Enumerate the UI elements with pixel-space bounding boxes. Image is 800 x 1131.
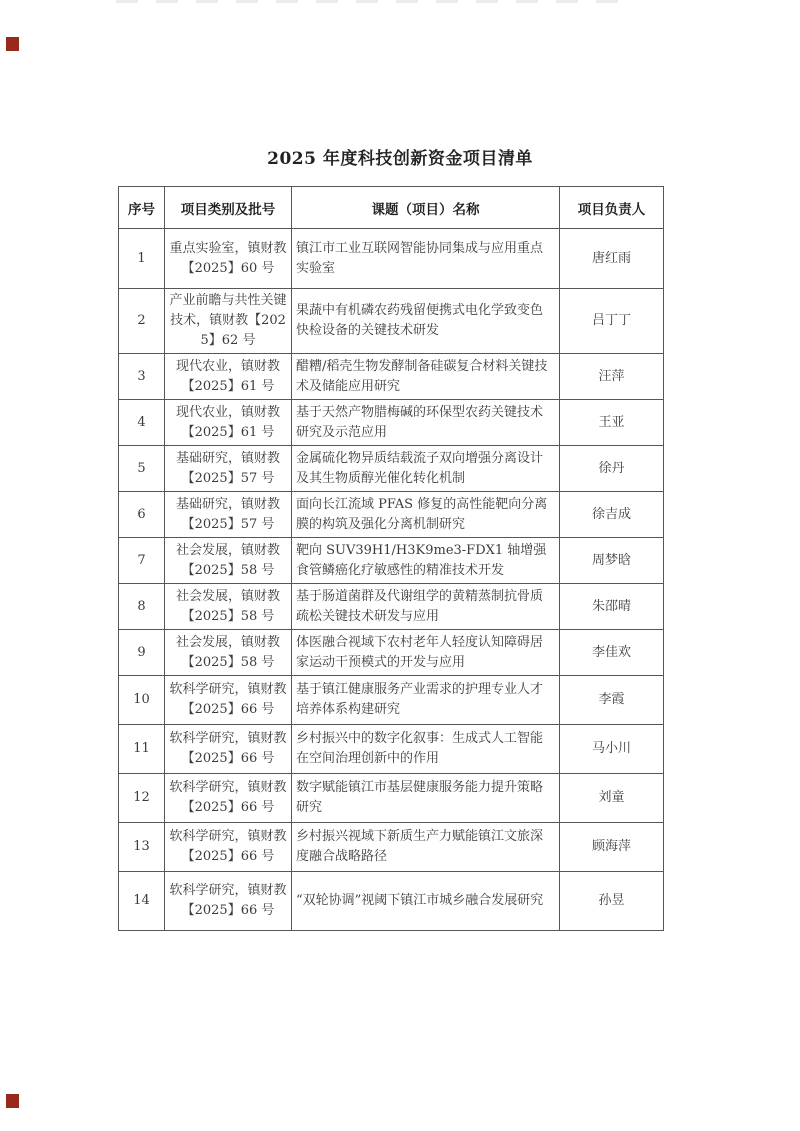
cell-leader: 吕丁丁 (560, 289, 664, 354)
cell-project: 体医融合视域下农村老年人轻度认知障碍居家运动干预模式的开发与应用 (292, 630, 560, 676)
table-row (119, 725, 664, 774)
cell-category: 产业前瞻与共性关键技术，镇财教【2025】62 号 (165, 289, 292, 354)
cell-index: 9 (119, 630, 165, 676)
cell-category: 重点实验室，镇财教【2025】60 号 (165, 229, 292, 289)
cell-project: 果蔬中有机磷农药残留便携式电化学致变色快检设备的关键技术研发 (292, 289, 560, 354)
cell-leader: 唐红雨 (560, 229, 664, 289)
cell-category: 社会发展，镇财教【2025】58 号 (165, 538, 292, 584)
cell-index: 6 (119, 492, 165, 538)
cell-leader: 马小川 (560, 725, 664, 774)
cell-index: 1 (119, 229, 165, 289)
table-row (119, 446, 664, 492)
cell-project: 靶向 SUV39H1/H3K9me3-FDX1 轴增强食管鳞癌化疗敏感性的精准技术开发 (292, 538, 560, 584)
cell-category: 软科学研究，镇财教【2025】66 号 (165, 774, 292, 823)
cell-leader: 朱邵晴 (560, 584, 664, 630)
cell-project: 基于镇江健康服务产业需求的护理专业人才培养体系构建研究 (292, 676, 560, 725)
cell-project: 基于天然产物腊梅碱的环保型农药关键技术研究及示范应用 (292, 400, 560, 446)
cell-leader: 顾海萍 (560, 823, 664, 872)
cell-index: 2 (119, 289, 165, 354)
table-header-row (119, 187, 664, 229)
table-row (119, 774, 664, 823)
cell-category: 现代农业，镇财教【2025】61 号 (165, 354, 292, 400)
table-row (119, 289, 664, 354)
cell-leader: 王亚 (560, 400, 664, 446)
cell-category: 软科学研究，镇财教【2025】66 号 (165, 676, 292, 725)
cell-project: 金属硫化物异质结载流子双向增强分离设计及其生物质醇光催化转化机制 (292, 446, 560, 492)
cell-leader: 周梦晗 (560, 538, 664, 584)
cell-project: 乡村振兴视域下新质生产力赋能镇江文旅深度融合战略路径 (292, 823, 560, 872)
cell-index: 3 (119, 354, 165, 400)
cell-index: 13 (119, 823, 165, 872)
cell-leader: 徐吉成 (560, 492, 664, 538)
cell-leader: 李佳欢 (560, 630, 664, 676)
cell-index: 14 (119, 872, 165, 931)
cell-index: 12 (119, 774, 165, 823)
cell-category: 软科学研究，镇财教【2025】66 号 (165, 725, 292, 774)
cell-project: “双轮协调”视阈下镇江市城乡融合发展研究 (292, 872, 560, 931)
table-row (119, 229, 664, 289)
table-row (119, 538, 664, 584)
margin-red-mark-bottom (6, 1094, 19, 1108)
table-row (119, 823, 664, 872)
cell-index: 8 (119, 584, 165, 630)
cell-category: 基础研究，镇财教【2025】57 号 (165, 446, 292, 492)
cell-index: 7 (119, 538, 165, 584)
table-row (119, 584, 664, 630)
header-index: 序号 (119, 187, 165, 229)
cell-project: 乡村振兴中的数字化叙事：生成式人工智能在空间治理创新中的作用 (292, 725, 560, 774)
cell-category: 社会发展，镇财教【2025】58 号 (165, 584, 292, 630)
cell-project: 数字赋能镇江市基层健康服务能力提升策略研究 (292, 774, 560, 823)
header-project: 课题（项目）名称 (292, 187, 560, 229)
cell-index: 11 (119, 725, 165, 774)
cell-leader: 徐丹 (560, 446, 664, 492)
cell-project: 醋糟/稻壳生物发酵制备硅碳复合材料关键技术及储能应用研究 (292, 354, 560, 400)
cell-index: 4 (119, 400, 165, 446)
table-row (119, 492, 664, 538)
cell-leader: 李霞 (560, 676, 664, 725)
table-row (119, 354, 664, 400)
header-leader: 项目负责人 (560, 187, 664, 229)
project-list-table (118, 186, 664, 931)
table-body (119, 229, 664, 931)
header-category: 项目类别及批号 (165, 187, 292, 229)
scan-artifact-line (116, 0, 621, 3)
cell-category: 软科学研究，镇财教【2025】66 号 (165, 823, 292, 872)
margin-red-mark-top (6, 37, 19, 51)
cell-leader: 孙昱 (560, 872, 664, 931)
cell-category: 基础研究，镇财教【2025】57 号 (165, 492, 292, 538)
cell-leader: 刘童 (560, 774, 664, 823)
table-row (119, 400, 664, 446)
cell-project: 镇江市工业互联网智能协同集成与应用重点实验室 (292, 229, 560, 289)
cell-project: 基于肠道菌群及代谢组学的黄精蒸制抗骨质疏松关键技术研发与应用 (292, 584, 560, 630)
cell-category: 社会发展，镇财教【2025】58 号 (165, 630, 292, 676)
table-row (119, 872, 664, 931)
cell-index: 5 (119, 446, 165, 492)
table-row (119, 630, 664, 676)
table-row (119, 676, 664, 725)
cell-index: 10 (119, 676, 165, 725)
document-title: 2025 年度科技创新资金项目清单 (267, 149, 533, 169)
cell-project: 面向长江流域 PFAS 修复的高性能靶向分离膜的构筑及强化分离机制研究 (292, 492, 560, 538)
cell-leader: 汪萍 (560, 354, 664, 400)
cell-category: 软科学研究，镇财教【2025】66 号 (165, 872, 292, 931)
cell-category: 现代农业，镇财教【2025】61 号 (165, 400, 292, 446)
